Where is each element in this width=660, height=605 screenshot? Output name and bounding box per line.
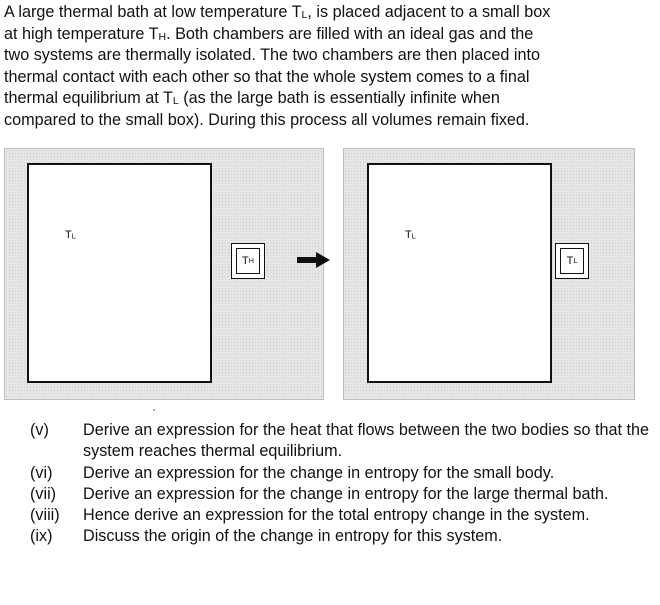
question-item — [30, 463, 655, 484]
figure-initial-state — [4, 148, 324, 400]
question-number: (vi) — [30, 463, 53, 482]
large-thermal-bath — [27, 163, 212, 383]
intro-line: thermal equilibrium at $T_L$ (as the large bath is essentially infinite when — [4, 89, 500, 108]
small-box — [231, 243, 265, 279]
small-box-temperature-label: T H — [236, 248, 260, 274]
intro-line: thermal contact with each other so that the whole system comes to a final — [4, 67, 530, 86]
question-text: Hence derive an expression for the total entropy change in the system. — [83, 506, 590, 525]
small-box — [555, 243, 589, 279]
stray-mark — [153, 409, 155, 411]
large-thermal-bath — [367, 163, 552, 383]
small-box-temperature-label: T L — [560, 248, 584, 274]
intro-line: two systems are thermally isolated. The two chambers are then placed into — [4, 46, 540, 64]
intro-line: compared to the small box). During this process all volumes remain fixed. — [4, 110, 530, 129]
question-text: Derive an expression for the change in entropy for the small body. — [83, 463, 555, 482]
question-number: (viii) — [30, 506, 60, 525]
question-item — [30, 484, 655, 505]
question-item — [30, 505, 655, 526]
question-number: (v) — [30, 421, 49, 439]
intro-line: at high temperature $T_H$. Both chambers are filled with an ideal gas and the — [4, 24, 534, 43]
figure-final-state — [343, 148, 635, 400]
question-text: Derive an expression for the heat that flows between the two bodies so that the system reaches thermal equilibrium. — [83, 421, 650, 461]
bath-temperature-label: $T_L$ — [65, 229, 76, 241]
question-item — [30, 420, 655, 463]
question-item — [30, 526, 655, 547]
bath-temperature-label: $T_L$ — [405, 229, 416, 241]
question-number: (vii) — [30, 484, 57, 503]
question-text: Derive an expression for the change in entropy for the large thermal bath. — [83, 484, 609, 503]
question-text: Discuss the origin of the change in entropy for this system. — [83, 527, 503, 546]
problem-statement — [4, 2, 654, 131]
question-list — [30, 420, 655, 548]
right-arrow-icon — [297, 252, 330, 268]
intro-line: A large thermal bath at low temperature $T_L$, is placed adjacent to a small box — [4, 3, 551, 22]
question-number: (ix) — [30, 527, 53, 546]
